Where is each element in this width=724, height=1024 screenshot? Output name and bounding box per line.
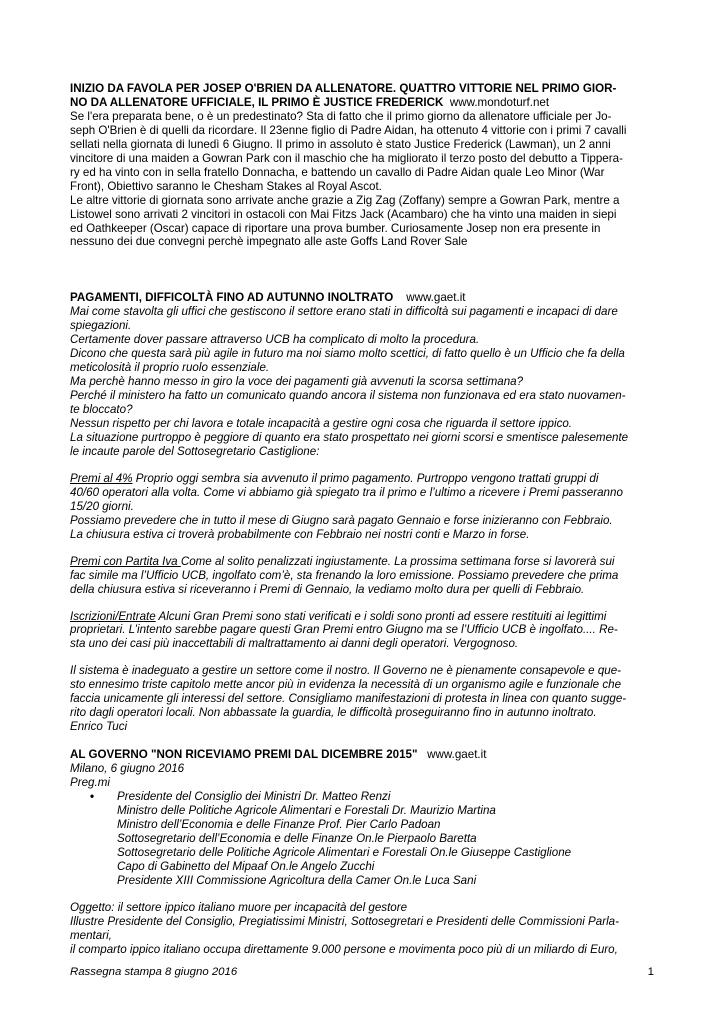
- article2-intro-line: le incaute parole del Sottosegretario Castiglione:: [70, 444, 320, 458]
- recipient-line: Sottosegretario dell’Economia e delle Finanze On.le Pierpaolo Baretta: [117, 831, 477, 845]
- page-number: 1: [647, 966, 654, 978]
- article1-title-line1: INIZIO DA FAVOLA PER JOSEP O'BRIEN DA ALLENATORE. QUATTRO VITTORIE NEL PRIMO GIOR-: [70, 82, 617, 95]
- premi4-text: Proprio oggi sembra sia avvenuto il primo pagamento. Purtroppo vengono trattati gruppi di: [132, 471, 599, 485]
- iscrizioni-label: Iscrizioni/Entrate: [70, 609, 156, 623]
- footer-label: Rassegna stampa 8 giugno 2016: [70, 966, 238, 978]
- iscrizioni-line: [70, 610, 654, 624]
- letter-line: mentari,: [70, 928, 112, 942]
- piva-text: Come al solito penalizzati ingiustamente. La prossima settimana forse si lavorerà sui: [180, 554, 615, 568]
- premi4-line: 40/60 operatori alla volta. Come vi abbiamo già spiegato tra il primo e l’ultimo a ricevere i Premi passeranno: [70, 485, 623, 499]
- article3-title: AL GOVERNO "NON RICEVIAMO PREMI DAL DICEMBRE 2015": [70, 748, 418, 762]
- recipient-line: [70, 790, 654, 804]
- article2-intro-line: te bloccato?: [70, 403, 133, 417]
- article3-source: www.gaet.it: [427, 748, 487, 762]
- article2-intro-line: spiegazioni.: [70, 319, 132, 333]
- letter-line: il comparto ippico italiano occupa direttamente 9.000 persone e movimenta poco più di un miliardo di Euro,: [70, 942, 618, 956]
- piva-label: Premi con Partita Iva: [70, 554, 181, 568]
- article1-line: ry ed ha vinto con in sella fratello Donnacha, e battendo un cavallo di Padre Aidan quale Leo Minor (War: [70, 165, 605, 179]
- article1-line: seph O'Brien è di quelli da ricordare. Il 23enne figlio di Padre Aidan, ha ottenuto 4 vittorie con i primi 7 cavalli: [70, 123, 627, 137]
- premi4-line: La chiusura estiva ci troverà probabilmente con Febbraio nei nostri conti e Marzo in forse.: [70, 527, 530, 541]
- article1-source: www.mondoturf.net: [449, 95, 550, 109]
- article2-title-line: [70, 291, 654, 305]
- iscrizioni-text: Alcuni Gran Premi sono stati verificati e i soldi sono pronti ad essere restituiti ai legittimi: [155, 609, 607, 623]
- article2-intro-line: Nessun rispetto per chi lavora e totale incapacità a gestire ogni cosa che riguarda il settore ippico.: [70, 417, 573, 431]
- bullet-icon: •: [90, 789, 95, 803]
- recipient-line: Sottosegretario delle Politiche Agricole Alimentari e Forestali On.le Giuseppe Castiglione: [117, 845, 572, 859]
- iscrizioni-line: sta uno dei casi più inaccettabili di maltrattamento ai danni degli operatori. Vergognoso.: [70, 637, 519, 651]
- article2-intro-line: La situazione purtroppo è peggiore di quanto era stato prospettato nei giorni scorsi e smentisce palesemente: [70, 430, 629, 444]
- article1-title-line2: [70, 96, 654, 110]
- article2-intro-line: Ma perchè hanno messo in giro la voce dei pagamenti già avvenuti la scorsa settimana?: [70, 375, 524, 389]
- recipient-line: Presidente XIII Commissione Agricoltura della Camer On.le Luca Sani: [117, 873, 477, 887]
- article2-title: PAGAMENTI, DIFFICOLTÀ FINO AD AUTUNNO INOLTRATO: [70, 291, 394, 305]
- premi4-line: Possiamo prevedere che in tutto il mese di Giugno sarà pagato Gennaio e forse inizieranno con Febbraio.: [70, 513, 613, 527]
- letter-line: Illustre Presidente del Consiglio, Pregiatissimi Ministri, Sottosegretari e Presidenti delle Commissioni Parla-: [70, 914, 619, 928]
- author-signature: Enrico Tuci: [70, 720, 128, 734]
- article1-line: vincitore di una maiden a Gowran Park con il maschio che ha migliorato il terzo posto del debutto a Tippera-: [70, 151, 623, 165]
- article1-line: Se l'era preparata bene, o è un predestinato? Sta di fatto che il primo giorno da allenatore ufficiale per Jo-: [70, 109, 612, 123]
- article2-intro-line: Mai come stavolta gli uffici che gestiscono il settore erano stati in difficoltà sui pagamenti e incapaci di dare: [70, 305, 618, 319]
- article2-intro-line: Perché il ministero ha fatto un comunicato quando ancora il sistema non funzionava ed era stato nuovamen-: [70, 389, 626, 403]
- article1-title-text: NO DA ALLENATORE UFFICIALE, IL PRIMO È JUSTICE FREDERICK: [70, 95, 444, 109]
- article3-salutation: Preg.mi: [70, 776, 110, 790]
- closing-line: faccia unicamente gli interessi del settore. Consigliamo manifestazioni di protesta in linea con quanto sugge-: [70, 692, 627, 706]
- article1-line: Le altre vittorie di giornata sono arrivate anche grazie a Zig Zag (Zoffany) sempre a Gowran Park, mentre a: [70, 193, 620, 207]
- article2-source: www.gaet.it: [406, 291, 466, 305]
- page-footer: [70, 966, 654, 978]
- piva-line: fac simile ma l’Ufficio UCB, ingolfato com’è, sta frenando la loro emissione. Possiamo prevedere che prima: [70, 568, 619, 582]
- premi4-label: Premi al 4%: [70, 471, 133, 485]
- premi4-line: 15/20 giorni.: [70, 499, 134, 513]
- document-page: [70, 82, 654, 956]
- recipient-line: Ministro dell’Economia e delle Finanze Prof. Pier Carlo Padoan: [117, 817, 441, 831]
- closing-line: sto ennesimo triste capitolo mette ancor più in evidenza la necessità di un organismo agile e funzionale che: [70, 678, 622, 692]
- recipient-text: Presidente del Consiglio dei Ministri Dr. Matteo Renzi: [117, 789, 391, 803]
- premi4-line: [70, 472, 654, 486]
- article1-line: ed Oathkeeper (Oscar) capace di riportare una prova bumber. Curiosamente Josep non era presente in: [70, 221, 601, 235]
- iscrizioni-line: proprietari. L’intento sarebbe pagare questi Gran Premi entro Giugno ma se l’Ufficio UCB è ingolfato.... Re-: [70, 623, 618, 637]
- article1-line: Front), Obiettivo saranno le Chesham Stakes al Royal Ascot.: [70, 179, 382, 193]
- article1-line: nessuno dei due convegni perchè impegnato alle aste Goffs Land Rover Sale: [70, 235, 468, 249]
- article2-intro-line: meticolosità il proprio ruolo essenziale.: [70, 361, 270, 375]
- article1-line: sellati nella giornata di lunedì 6 Giugno. Il primo in assoluto è stato Justice Frederick (Lawman), un 2 anni: [70, 137, 611, 151]
- article1-line: Listowel sono arrivati 2 vincitori in ostacoli con Mai Fitzs Jack (Acambaro) che ha vinto una maiden in siepi: [70, 207, 617, 221]
- closing-line: rito dagli operatori locali. Non abbassate la guardia, le difficoltà proseguiranno fino in autunno inoltrato.: [70, 706, 597, 720]
- recipient-line: Ministro delle Politiche Agricole Alimentari e Forestali Dr. Maurizio Martina: [117, 803, 496, 817]
- article3-place-date: Milano, 6 giugno 2016: [70, 762, 185, 776]
- closing-line: Il sistema è inadeguato a gestire un settore come il nostro. Il Governo ne è pienamente consapevole e que-: [70, 664, 622, 678]
- article2-intro-line: Dicono che questa sarà più agile in futuro ma noi siamo molto scettici, di fatto quello è un Ufficio che fa della: [70, 347, 625, 361]
- article2-intro-line: Certamente dover passare attraverso UCB ha complicato di molto la procedura.: [70, 333, 480, 347]
- article3-title-line: [70, 748, 654, 762]
- piva-line: [70, 555, 654, 569]
- letter-subject: Oggetto: il settore ippico italiano muore per incapacità del gestore: [70, 900, 408, 914]
- recipient-line: Capo di Gabinetto del Mipaaf On.le Angelo Zucchi: [117, 859, 375, 873]
- piva-line: della chiusura estiva si riceveranno i Premi di Gennaio, la vediamo molto dura per quelli di Febbraio.: [70, 582, 585, 596]
